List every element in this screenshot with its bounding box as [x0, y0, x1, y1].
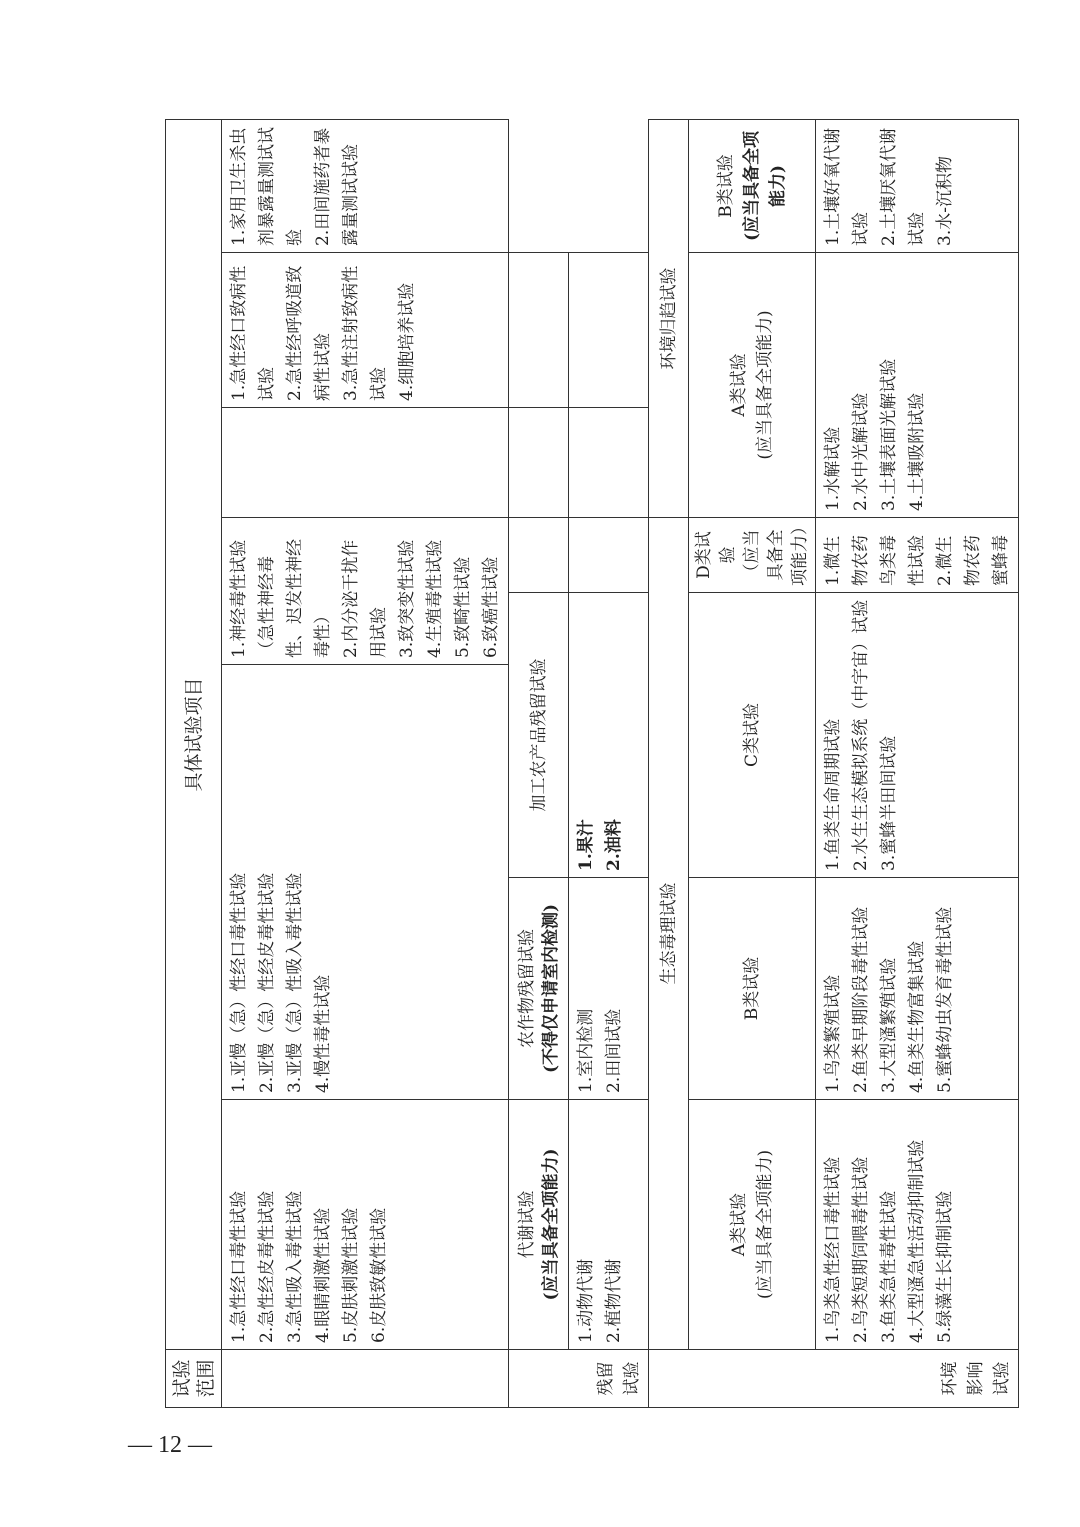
- list-item: 2.急性经皮毒性试验: [257, 1190, 277, 1343]
- list-item: 1.急性经口致病性试验: [229, 265, 277, 401]
- empty-cell: [569, 518, 649, 593]
- empty-cell: [569, 408, 649, 518]
- eco-toxicology-title: 生态毒理试验: [649, 518, 689, 1350]
- list-item: 2.急性经呼吸道致病性试验: [285, 265, 333, 401]
- title: D类试验: [694, 531, 738, 579]
- fate-b-list: [816, 119, 1019, 252]
- list-item: 1.动物代谢: [576, 1258, 596, 1343]
- list-item: 4.土壤吸附试验: [907, 392, 927, 511]
- list-item: 5.致畸性试验: [453, 556, 473, 658]
- title: A类试验: [729, 1192, 749, 1257]
- toxicology-empty-cell: [222, 408, 509, 518]
- list-item: 5.皮肤刺激性试验: [341, 1207, 361, 1343]
- list-item: 1.鸟类繁殖试验: [823, 974, 843, 1093]
- residue-crop-title: [509, 878, 569, 1100]
- eco-d-title: [689, 518, 816, 593]
- residue-processed-list: [569, 593, 649, 878]
- fate-a-list: [816, 253, 1019, 518]
- list-item: 1.鸟类急性经口毒性试验: [823, 1156, 843, 1343]
- list-item: 2.土壤厌氧代谢试验: [879, 127, 927, 246]
- list-item: 1.室内检测: [576, 1008, 596, 1093]
- list-item: 1.微生物农药鸟类毒性试验: [823, 535, 927, 586]
- title: 代谢试验: [516, 1190, 537, 1259]
- residue-crop-list: [569, 878, 649, 1100]
- title: B类试验: [716, 154, 736, 218]
- environmental-fate-title: 环境归趋试验: [649, 119, 689, 517]
- eco-b-title: B类试验: [689, 878, 816, 1100]
- list-item: 2.水中光解试验: [851, 392, 871, 511]
- residue-metabolism-list: [569, 1100, 649, 1350]
- eco-a-title: [689, 1100, 816, 1350]
- fate-a-title: [689, 253, 816, 518]
- list-item: 4.大型溞急性活动抑制试验: [907, 1139, 927, 1343]
- list-item: 4.眼睛刺激性试验: [313, 1207, 333, 1343]
- note: (应当具备全项能力): [742, 130, 788, 242]
- eco-d-list: [816, 518, 1019, 593]
- toxicology-pathogenicity-list: [222, 253, 509, 408]
- list-item: 2.水生生态模拟系统（中宇宙）试验: [851, 599, 871, 871]
- residue-scope-label: 残留 试验: [509, 1350, 649, 1408]
- list-item: 2.鸟类短期饲喂毒性试验: [851, 1156, 871, 1343]
- list-item: 3.鱼类急性毒性试验: [879, 1190, 899, 1343]
- list-item: 3.土壤表面光解试验: [879, 358, 899, 511]
- residue-metabolism-title: [509, 1100, 569, 1350]
- toxicology-acute-list: [222, 1100, 509, 1350]
- list-item: 2.植物代谢: [604, 1258, 624, 1343]
- list-item: 3.亚慢（急）性吸入毒性试验: [285, 872, 305, 1093]
- list-item: 2.田间试验: [604, 1008, 624, 1093]
- title: 农作物残留试验: [516, 929, 537, 1048]
- eco-c-title: C类试验: [689, 593, 816, 878]
- header-scope: 试验 范围: [166, 1350, 222, 1408]
- list-item: 1.家用卫生杀虫剂暴露量测试试验: [229, 127, 305, 246]
- list-item: 6.皮肤致敏性试验: [369, 1207, 389, 1343]
- list-item: 3.急性吸入毒性试验: [285, 1190, 305, 1343]
- note: (应当具备全项能力): [540, 1148, 561, 1301]
- list-item: 2.田间施药者暴露量测试试验: [313, 127, 361, 246]
- eco-c-list: [816, 593, 1019, 878]
- list-item: 1.鱼类生命周期试验: [823, 718, 843, 871]
- list-item: 4.生殖毒性试验: [425, 539, 445, 658]
- list-item: 4.慢性毒性试验: [313, 974, 333, 1093]
- list-item: 3.致突变性试验: [397, 539, 417, 658]
- empty-cell: [509, 253, 569, 408]
- fate-b-title: [689, 119, 816, 252]
- toxicology-exposure-list: [222, 119, 509, 252]
- eco-b-list: [816, 878, 1019, 1100]
- list-item: 4.细胞培养试验: [397, 282, 417, 401]
- empty-cell: [569, 253, 649, 408]
- list-item: 1.神经毒性试验（急性神经毒性、迟发性神经毒性）: [229, 539, 333, 658]
- list-item: 3.急性注射致病性试验: [341, 265, 389, 401]
- note: (应当具备全项能力): [755, 310, 775, 460]
- list-item: 1.果汁: [576, 819, 596, 871]
- list-item: 1.水解试验: [823, 426, 843, 511]
- list-item: 1.急性经口毒性试验: [229, 1190, 249, 1343]
- header-items: 具体试验项目: [166, 119, 222, 1349]
- list-item: 5.绿藻生长抑制试验: [935, 1190, 955, 1343]
- empty-cell: [509, 518, 569, 593]
- list-item: 3.大型溞繁殖试验: [879, 957, 899, 1093]
- rotated-table-container: [165, 120, 1012, 1408]
- list-item: 4.鱼类生物富集试验: [907, 940, 927, 1093]
- list-item: 2.油料: [604, 819, 624, 871]
- list-item: 1.土壤好氧代谢试验: [823, 127, 871, 246]
- page-number: — 12 —: [128, 1432, 212, 1458]
- list-item: 1.亚慢（急）性经口毒性试验: [229, 872, 249, 1093]
- empty-cell: [509, 408, 569, 518]
- list-item: 2.微生物农药蜜蜂毒: [935, 535, 1011, 586]
- toxicology-subchronic-list: [222, 665, 509, 1100]
- list-item: 2.内分泌干扰作用试验: [341, 539, 389, 658]
- list-item: 2.亚慢（急）性经皮毒性试验: [257, 872, 277, 1093]
- list-item: 2.鱼类早期阶段毒性试验: [851, 906, 871, 1093]
- toxicology-scope-cell: [222, 1350, 509, 1408]
- note: (应当具备全项能力): [755, 1149, 775, 1300]
- note: （应当具备全项能力）: [742, 518, 810, 586]
- residue-processed-title: 加工农产品残留试验: [509, 593, 569, 878]
- note: (不得仅申请室内检测): [540, 903, 561, 1074]
- eco-a-list: [816, 1100, 1019, 1350]
- list-item: 3.蜜蜂半田间试验: [879, 735, 899, 871]
- environment-scope-label: 环境 影响 试验: [649, 1350, 1019, 1408]
- list-item: 6.致癌性试验: [481, 556, 501, 658]
- list-item: 5.蜜蜂幼虫发育毒性试验: [935, 906, 955, 1093]
- list-item: 3.水-沉积物: [935, 156, 955, 246]
- toxicology-special-list: [222, 518, 509, 665]
- test-scope-table: [165, 119, 1019, 1408]
- title: A类试验: [729, 353, 749, 417]
